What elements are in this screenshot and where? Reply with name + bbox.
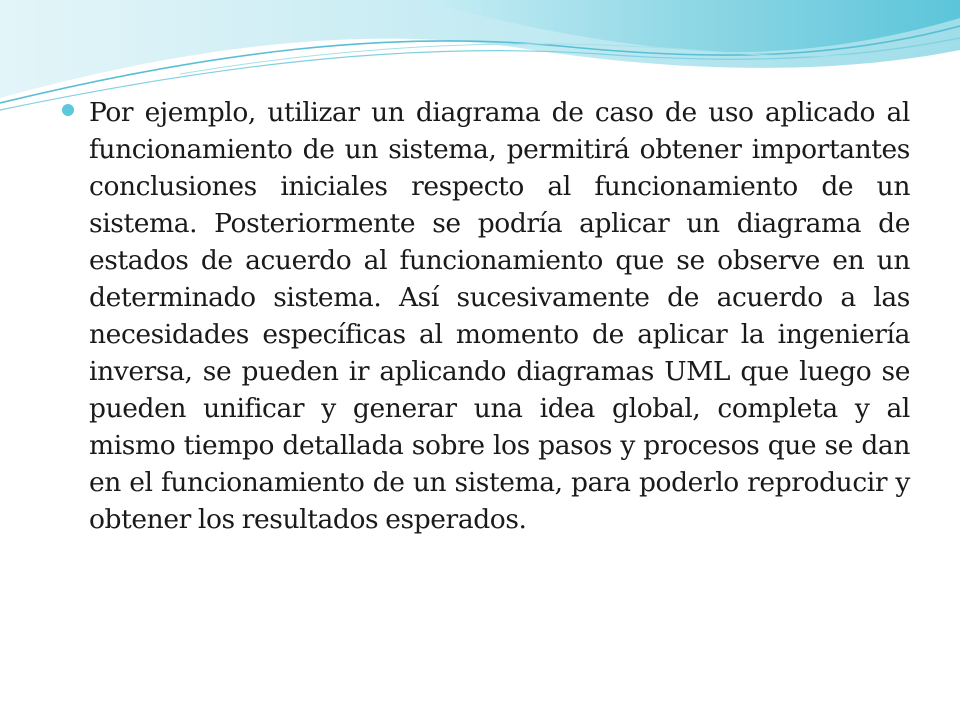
bullet-text: Por ejemplo, utilizar un diagrama de caso de uso aplicado al funcionamiento de un sistema, permitirá obtener importantes conclusiones iniciales respecto al funcionamiento de un sistema. Posteriormente se podría aplicar un diagrama de estados de acuerdo al funcionamiento que se observe en un determinado sistema. Así sucesivamente de acuerdo a las necesidades específicas al momento de aplicar la ingeniería inversa, se pueden ir aplicando diagramas UML que luego se pueden unificar y generar una idea global, completa y al mismo tiempo detallada sobre los pasos y procesos que se dan en el funcionamiento de un sistema, para poderlo reproducir y obtener los resultados esperados. <box>89 97 910 535</box>
bullet-dot-icon <box>62 104 74 116</box>
